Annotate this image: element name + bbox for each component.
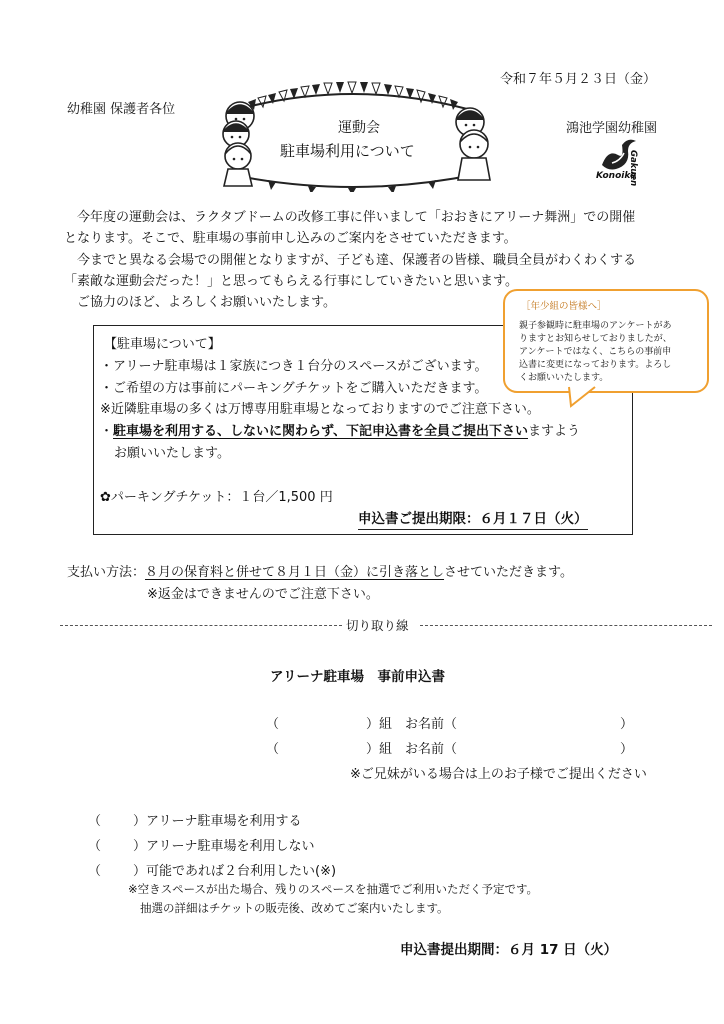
intro-line-5: ご協力のほど、よろしくお願いいたします。 <box>77 295 336 310</box>
intro-line-3: 今までと異なる会場での開催となりますが、子ども達、保護者の皆様、職員全員がわくわくする <box>77 253 637 268</box>
logo-text-vertical: Gakuen <box>628 150 638 187</box>
parking-note: ※近隣駐車場の多くは万博専用駐車場となっておりますのでご注意下さい。 <box>100 402 540 417</box>
payment-tail: させていただきます。 <box>444 565 573 580</box>
payment-method: ８月の保育料と併せて８月１日（金）に引き落とし <box>145 565 445 580</box>
payment-line-2: ※返金はできませんのでご注意下さい。 <box>147 587 379 602</box>
payment-line-1 <box>67 561 573 580</box>
title-line-2: 駐車場利用について <box>280 142 415 160</box>
issue-date: 令和７年５月２３日（金） <box>500 72 657 87</box>
cut-line-label: 切り取り線 <box>342 616 413 634</box>
option-use-parking: ）アリーナ駐車場を利用する <box>133 814 302 829</box>
parking-deadline: 申込書ご提出期限：６月１７日（火） <box>358 507 588 530</box>
callout-line-1: 親子参観時に駐車場のアンケートがあ <box>519 321 672 331</box>
callout-heading: ［年少組の皆様へ］ <box>521 301 607 312</box>
flower-icon: ✿ <box>100 490 111 505</box>
option-not-use-parking: ）アリーナ駐車場を利用しない <box>133 839 315 854</box>
form-row-1-open: （ <box>266 717 280 732</box>
option-2-open[interactable]: （ <box>88 839 102 854</box>
form-row-2-open: （ <box>266 742 280 757</box>
form-note-1: ※空きスペースが出た場合、残りのスペースを抽選でご利用いただく予定です。 <box>128 882 539 896</box>
cut-line-left <box>60 625 342 626</box>
logo-text: Konoike <box>596 171 637 181</box>
parking-item-3-bullet: ・ <box>100 424 114 439</box>
intro-line-4: 「素敵な運動会だった！」と思ってもらえる行事にしていきたいと思います。 <box>64 274 518 289</box>
parking-item-3-tail: ますよう <box>527 424 580 439</box>
callout-pointer <box>565 386 605 410</box>
payment-label: 支払い方法： <box>67 565 146 580</box>
callout-line-3: アンケートではなく、こちらの事前申 <box>519 347 672 357</box>
callout-line-4: 込書に変更になっております。よろし <box>519 360 672 370</box>
option-3-open[interactable]: （ <box>88 864 102 879</box>
cut-line-right <box>420 625 712 626</box>
intro-line-2: となります。そこで、駐車場の事前申し込みのご案内をさせていただきます。 <box>64 231 517 246</box>
option-two-cars: ）可能であれば２台利用したい(※) <box>133 864 337 879</box>
form-note-2: 抽選の詳細はチケットの販売後、改めてご案内いたします。 <box>140 901 449 915</box>
form-row-2-close: ） <box>620 742 634 757</box>
parking-item-3-line-2: お願いいたします。 <box>114 446 230 461</box>
parking-item-1: ・アリーナ駐車場は１家族につき１台分のスペースがございます。 <box>100 359 488 374</box>
parking-item-3-emphasis: 駐車場を利用する、しないに関わらず、下記申込書を全員ご提出下さい <box>113 424 528 439</box>
parking-heading: 【駐車場について】 <box>104 337 221 352</box>
form-row-2-mid: ）組 お名前（ <box>366 742 458 757</box>
parking-item-2: ・ご希望の方は事前にパーキングチケットをご購入いただきます。 <box>100 381 488 396</box>
parking-ticket-text: パーキングチケット：１台／1,500 円 <box>110 490 333 505</box>
form-title: アリーナ駐車場 事前申込書 <box>270 669 445 685</box>
callout-line-2: りますとお知らせしておりましたが、 <box>519 334 672 344</box>
option-1-open[interactable]: （ <box>88 814 102 829</box>
parking-ticket <box>100 486 333 505</box>
school-name: 鴻池学園幼稚園 <box>566 121 658 136</box>
parking-item-3 <box>100 420 580 439</box>
callout-line-5: くお願いいたします。 <box>519 373 609 383</box>
recipient: 幼稚園 保護者各位 <box>67 102 176 117</box>
title-line-1: 運動会 <box>338 120 380 136</box>
form-deadline: 申込書提出期間：６月 17 日（火） <box>400 942 618 958</box>
form-row-1-mid: ）組 お名前（ <box>366 717 458 732</box>
intro-line-1: 今年度の運動会は、ラクタブドームの改修工事に伴いまして「おおきにアリーナ舞洲」での開催 <box>77 210 636 225</box>
form-row-1-close: ） <box>620 717 634 732</box>
sibling-note: ※ご兄妹がいる場合は上のお子様でご提出ください <box>350 767 647 782</box>
